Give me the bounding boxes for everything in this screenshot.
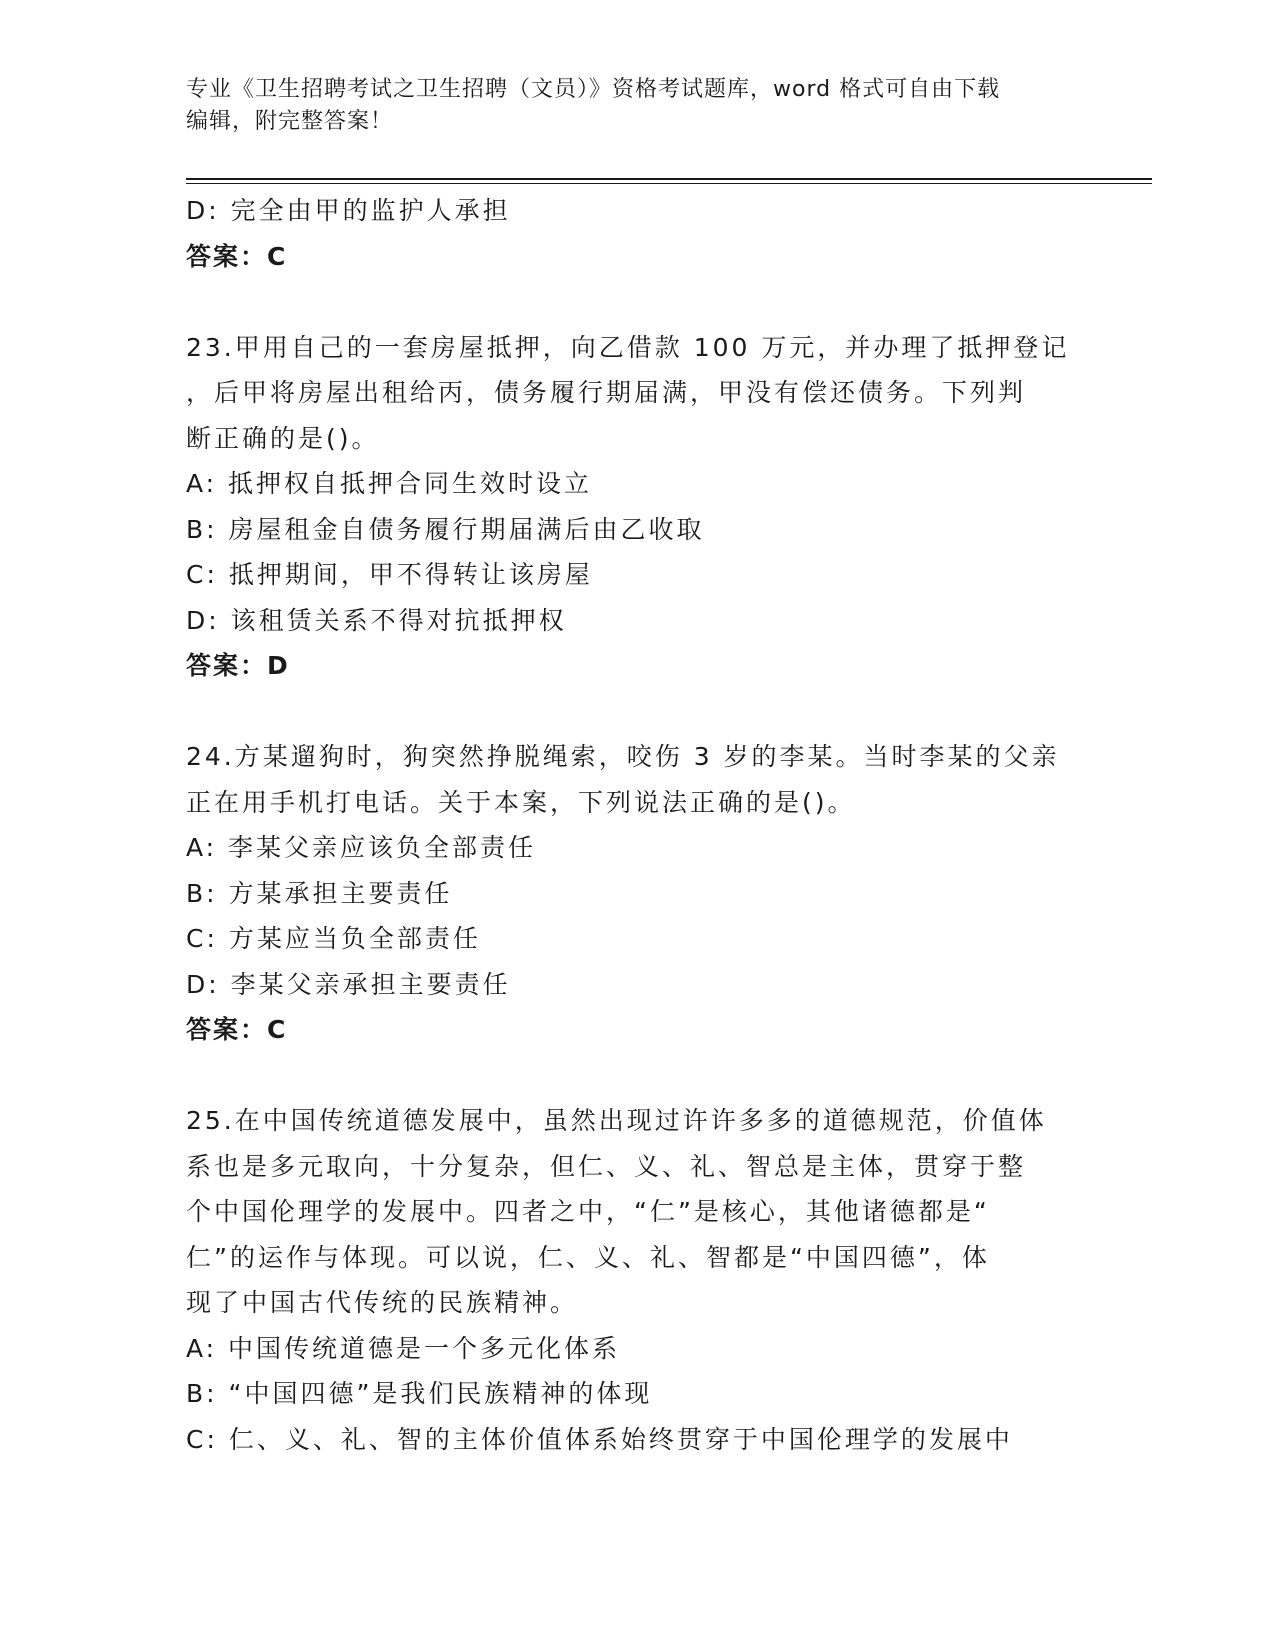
- option-b: B: 方某承担主要责任: [186, 878, 453, 908]
- option-a: A: 中国传统道德是一个多元化体系: [186, 1333, 621, 1363]
- option-a: A: 李某父亲应该负全部责任: [186, 833, 537, 862]
- header-line-1: 专业《卫生招聘考试之卫生招聘（文员）》资格考试题库，word 格式可自由下载: [186, 77, 1001, 102]
- answer-label: 答案：D: [186, 651, 290, 680]
- option-c: C: 方某应当负全部责任: [186, 924, 481, 953]
- question-content: [186, 188, 1086, 1462]
- question-stem-line: 23.甲用自己的一套房屋抵押，向乙借款 100 万元，并办理了抵押登记: [186, 332, 1070, 362]
- question-stem-line: 个中国伦理学的发展中。四者之中，“仁”是核心，其他诸德都是“: [186, 1197, 990, 1226]
- option-b: B: 房屋租金自债务履行期届满后由乙收取: [186, 514, 705, 544]
- question-25: [186, 1098, 1086, 1462]
- question-23: [186, 325, 1086, 689]
- question-stem-line: 25.在中国传统道德发展中，虽然出现过许许多多的道德规范，价值体: [186, 1106, 1047, 1135]
- question-stem-line: 仁”的运作与体现。可以说，仁、义、礼、智都是“中国四德”，体: [186, 1242, 990, 1272]
- spacer: [186, 1053, 1086, 1099]
- question-stem-line: 24.方某遛狗时，狗突然挣脱绳索，咬伤 3 岁的李某。当时李某的父亲: [186, 742, 1060, 771]
- question-stem-line: 断正确的是()。: [186, 423, 380, 453]
- question-24: [186, 734, 1086, 1053]
- answer-label: 答案：C: [186, 1015, 288, 1044]
- question-stem-line: 正在用手机打电话。关于本案，下列说法正确的是()。: [186, 787, 856, 817]
- page-header: [186, 74, 1086, 138]
- question-22-tail: [186, 188, 1086, 279]
- spacer: [186, 689, 1086, 735]
- option-d: D: 李某父亲承担主要责任: [186, 969, 511, 999]
- header-rule-thin: [186, 183, 1152, 184]
- option-d: D: 完全由甲的监护人承担: [186, 196, 511, 225]
- option-b: B: “中国四德”是我们民族精神的体现: [186, 1379, 653, 1408]
- option-a: A: 抵押权自抵押合同生效时设立: [186, 469, 593, 498]
- header-line-2: 编辑，附完整答案！: [186, 109, 394, 134]
- question-stem-line: 现了中国古代传统的民族精神。: [186, 1288, 579, 1317]
- option-c: C: 仁、义、礼、智的主体价值体系始终贯穿于中国伦理学的发展中: [186, 1424, 1013, 1454]
- question-stem-line: ，后甲将房屋出租给丙，债务履行期届满，甲没有偿还债务。下列判: [186, 378, 1027, 407]
- spacer: [186, 279, 1086, 325]
- option-c: C: 抵押期间，甲不得转让该房屋: [186, 560, 593, 589]
- option-d: D: 该租赁关系不得对抗抵押权: [186, 605, 567, 635]
- answer-label: 答案：C: [186, 241, 288, 271]
- question-stem-line: 系也是多元取向，十分复杂，但仁、义、礼、智总是主体，贯穿于整: [186, 1151, 1027, 1181]
- header-rule-thick: [186, 178, 1152, 180]
